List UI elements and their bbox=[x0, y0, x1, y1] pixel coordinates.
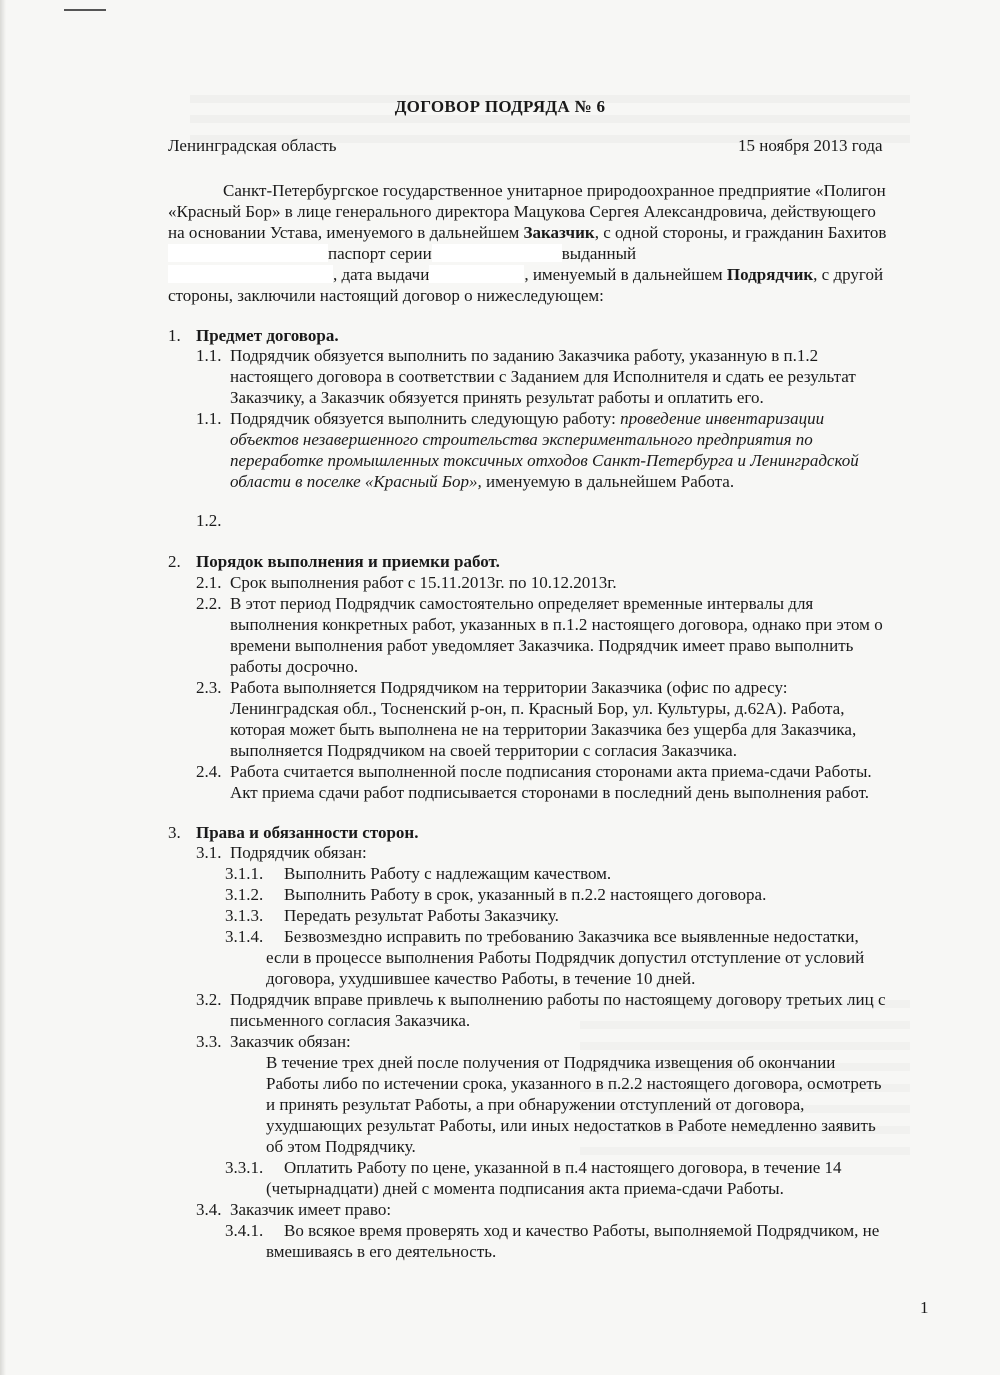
clause-line: времени выполнения работ уведомляет Заказчика. Подрядчик имеет право выполнить bbox=[230, 636, 854, 655]
clause-number: 3.3. bbox=[196, 1032, 222, 1051]
clause-line: настоящего договора в соответствии с Заданием для Исполнителя и сдать ее результат bbox=[230, 367, 856, 386]
section-number: 1. bbox=[168, 326, 181, 345]
clause-line: договора, ухудшившее качество Работы, в течение 10 дней. bbox=[266, 969, 696, 988]
clause-line: если в процессе выполнения Работы Подрядчик допустил отступление от условий bbox=[266, 948, 865, 967]
clause-line: Заказчику, а Заказчик обязуется принять результат работы и оплатить его. bbox=[230, 388, 764, 407]
clause-number: 3.1.4. bbox=[225, 927, 264, 946]
clause-number: 3.2. bbox=[196, 990, 222, 1009]
clause-line: работы досрочно. bbox=[230, 657, 359, 676]
redacted-field bbox=[429, 265, 524, 283]
redacted-field bbox=[168, 244, 328, 262]
clause-line: Во всякое время проверять ход и качество Работы, выполняемой Подрядчиком, не bbox=[284, 1221, 880, 1240]
clause-line: и принять результат Работы, а при обнаружении отступлений от договора, bbox=[266, 1095, 805, 1114]
clause-line: об этом Подрядчику. bbox=[266, 1137, 416, 1156]
clause-line: Заказчик имеет право: bbox=[230, 1200, 392, 1219]
clause-line: ухудшающих результат Работы, или иных недостатков в Работе немедленно заявить bbox=[266, 1116, 876, 1135]
clause-number: 3.1.2. bbox=[225, 885, 264, 904]
clause-line: выполнения конкретных работ, указанных в п.1.2 настоящего договора, однако при этом о bbox=[230, 615, 883, 634]
clause-line: объектов незавершенного строительства экспериментального предприятия по bbox=[230, 430, 813, 449]
contract-date: 15 ноября 2013 года bbox=[738, 136, 883, 155]
clause-line: Срок выполнения работ с 15.11.2013г. по 10.12.2013г. bbox=[230, 573, 617, 592]
clause-line: Подрядчик обязуется выполнить следующую работу: проведение инвентаризации bbox=[230, 409, 825, 428]
clause-line: Подрядчик вправе привлечь к выполнению работы по настоящему договору третьих лиц с bbox=[230, 990, 886, 1009]
clause-number: 3.1.1. bbox=[225, 864, 264, 883]
clause-line: Акт приема сдачи работ подписывается сторонами в последний день выполнения работ. bbox=[230, 783, 870, 802]
redacted-field bbox=[168, 265, 333, 283]
section-title: Порядок выполнения и приемки работ. bbox=[196, 552, 500, 571]
clause-line: Безвозмездно исправить по требованию Заказчика все выявленные недостатки, bbox=[284, 927, 859, 946]
clause-line: Выполнить Работу в срок, указанный в п.2.2 настоящего договора. bbox=[284, 885, 767, 904]
preamble-line: на основании Устава, именуемого в дальнейшем Заказчик, с одной стороны, и гражданин Бахитов bbox=[168, 223, 887, 242]
clause-number: 2.1. bbox=[196, 573, 222, 592]
clause-line: Работы либо по истечении срока, указанного в п.2.2 настоящего договора, осмотреть bbox=[266, 1074, 882, 1093]
clause-line: Передать результат Работы Заказчику. bbox=[284, 906, 559, 925]
clause-number: 3.1.3. bbox=[225, 906, 264, 925]
clause-number: 1.1. bbox=[196, 409, 222, 428]
clause-line: письменного согласия Заказчика. bbox=[230, 1011, 471, 1030]
clause-line: области в поселке «Красный Бор», именуемую в дальнейшем Работа. bbox=[230, 472, 735, 491]
section-number: 2. bbox=[168, 552, 181, 571]
section-title: Права и обязанности сторон. bbox=[196, 823, 419, 842]
preamble-line: «Красный Бор» в лице генерального директора Мацукова Сергея Александровича, действующего bbox=[168, 202, 876, 221]
clause-line: Ленинградская обл., Тосненский р-он, п. Красный Бор, ул. Культуры, д.62А). Работа, bbox=[230, 699, 845, 718]
clause-number: 3.3.1. bbox=[225, 1158, 264, 1177]
clause-line: Подрядчик обязуется выполнить по заданию Заказчика работу, указанную в п.1.2 bbox=[230, 346, 819, 365]
contract-place: Ленинградская область bbox=[168, 136, 337, 155]
section-title: Предмет договора. bbox=[196, 326, 339, 345]
clause-number: 3.4. bbox=[196, 1200, 222, 1219]
clause-line: Работа выполняется Подрядчиком на территории Заказчика (офис по адресу: bbox=[230, 678, 788, 697]
section-number: 3. bbox=[168, 823, 181, 842]
preamble-line: Санкт-Петербургское государственное унитарное природоохранное предприятие «Полигон bbox=[223, 181, 886, 200]
clause-number: 2.3. bbox=[196, 678, 222, 697]
clause-line: Работа считается выполненной после подписания сторонами акта приема-сдачи Работы. bbox=[230, 762, 872, 781]
clause-line: В этот период Подрядчик самостоятельно определяет временные интервалы для bbox=[230, 594, 814, 613]
clause-number: 2.2. bbox=[196, 594, 222, 613]
clause-line: выполняется Подрядчиком на своей территории с согласия Заказчика. bbox=[230, 741, 737, 760]
page-number: 1 bbox=[920, 1298, 929, 1317]
document-title: ДОГОВОР ПОДРЯДА № 6 bbox=[394, 97, 606, 116]
preamble-line: , дата выдачи , именуемый в дальнейшем Подрядчик, с другой bbox=[168, 265, 883, 285]
clause-line: Оплатить Работу по цене, указанной в п.4 настоящего договора, в течение 14 bbox=[284, 1158, 842, 1177]
clause-line: переработке промышленных токсичных отходов Санкт-Петербурга и Ленинградской bbox=[230, 451, 859, 470]
clause-line: Заказчик обязан: bbox=[230, 1032, 351, 1051]
clause-line: (четырнадцати) дней с момента подписания акта приема-сдачи Работы. bbox=[266, 1179, 784, 1198]
clause-number: 1.2. bbox=[196, 511, 222, 530]
clause-line: вмешиваясь в его деятельность. bbox=[266, 1242, 497, 1261]
preamble-line: паспорт серии выданный bbox=[168, 244, 636, 264]
scan-corner-mark bbox=[64, 9, 106, 11]
clause-number: 3.1. bbox=[196, 843, 222, 862]
clause-number: 1.1. bbox=[196, 346, 222, 365]
redacted-field bbox=[432, 244, 562, 262]
preamble-line: стороны, заключили настоящий договор о нижеследующем: bbox=[168, 286, 604, 305]
clause-line: В течение трех дней после получения от Подрядчика извещения об окончании bbox=[266, 1053, 836, 1072]
clause-line: Подрядчик обязан: bbox=[230, 843, 367, 862]
clause-line: которая может быть выполнена не на территории Заказчика без ущерба для Заказчика, bbox=[230, 720, 857, 739]
clause-line: Выполнить Работу с надлежащим качеством. bbox=[284, 864, 612, 883]
clause-number: 2.4. bbox=[196, 762, 222, 781]
clause-number: 3.4.1. bbox=[225, 1221, 264, 1240]
